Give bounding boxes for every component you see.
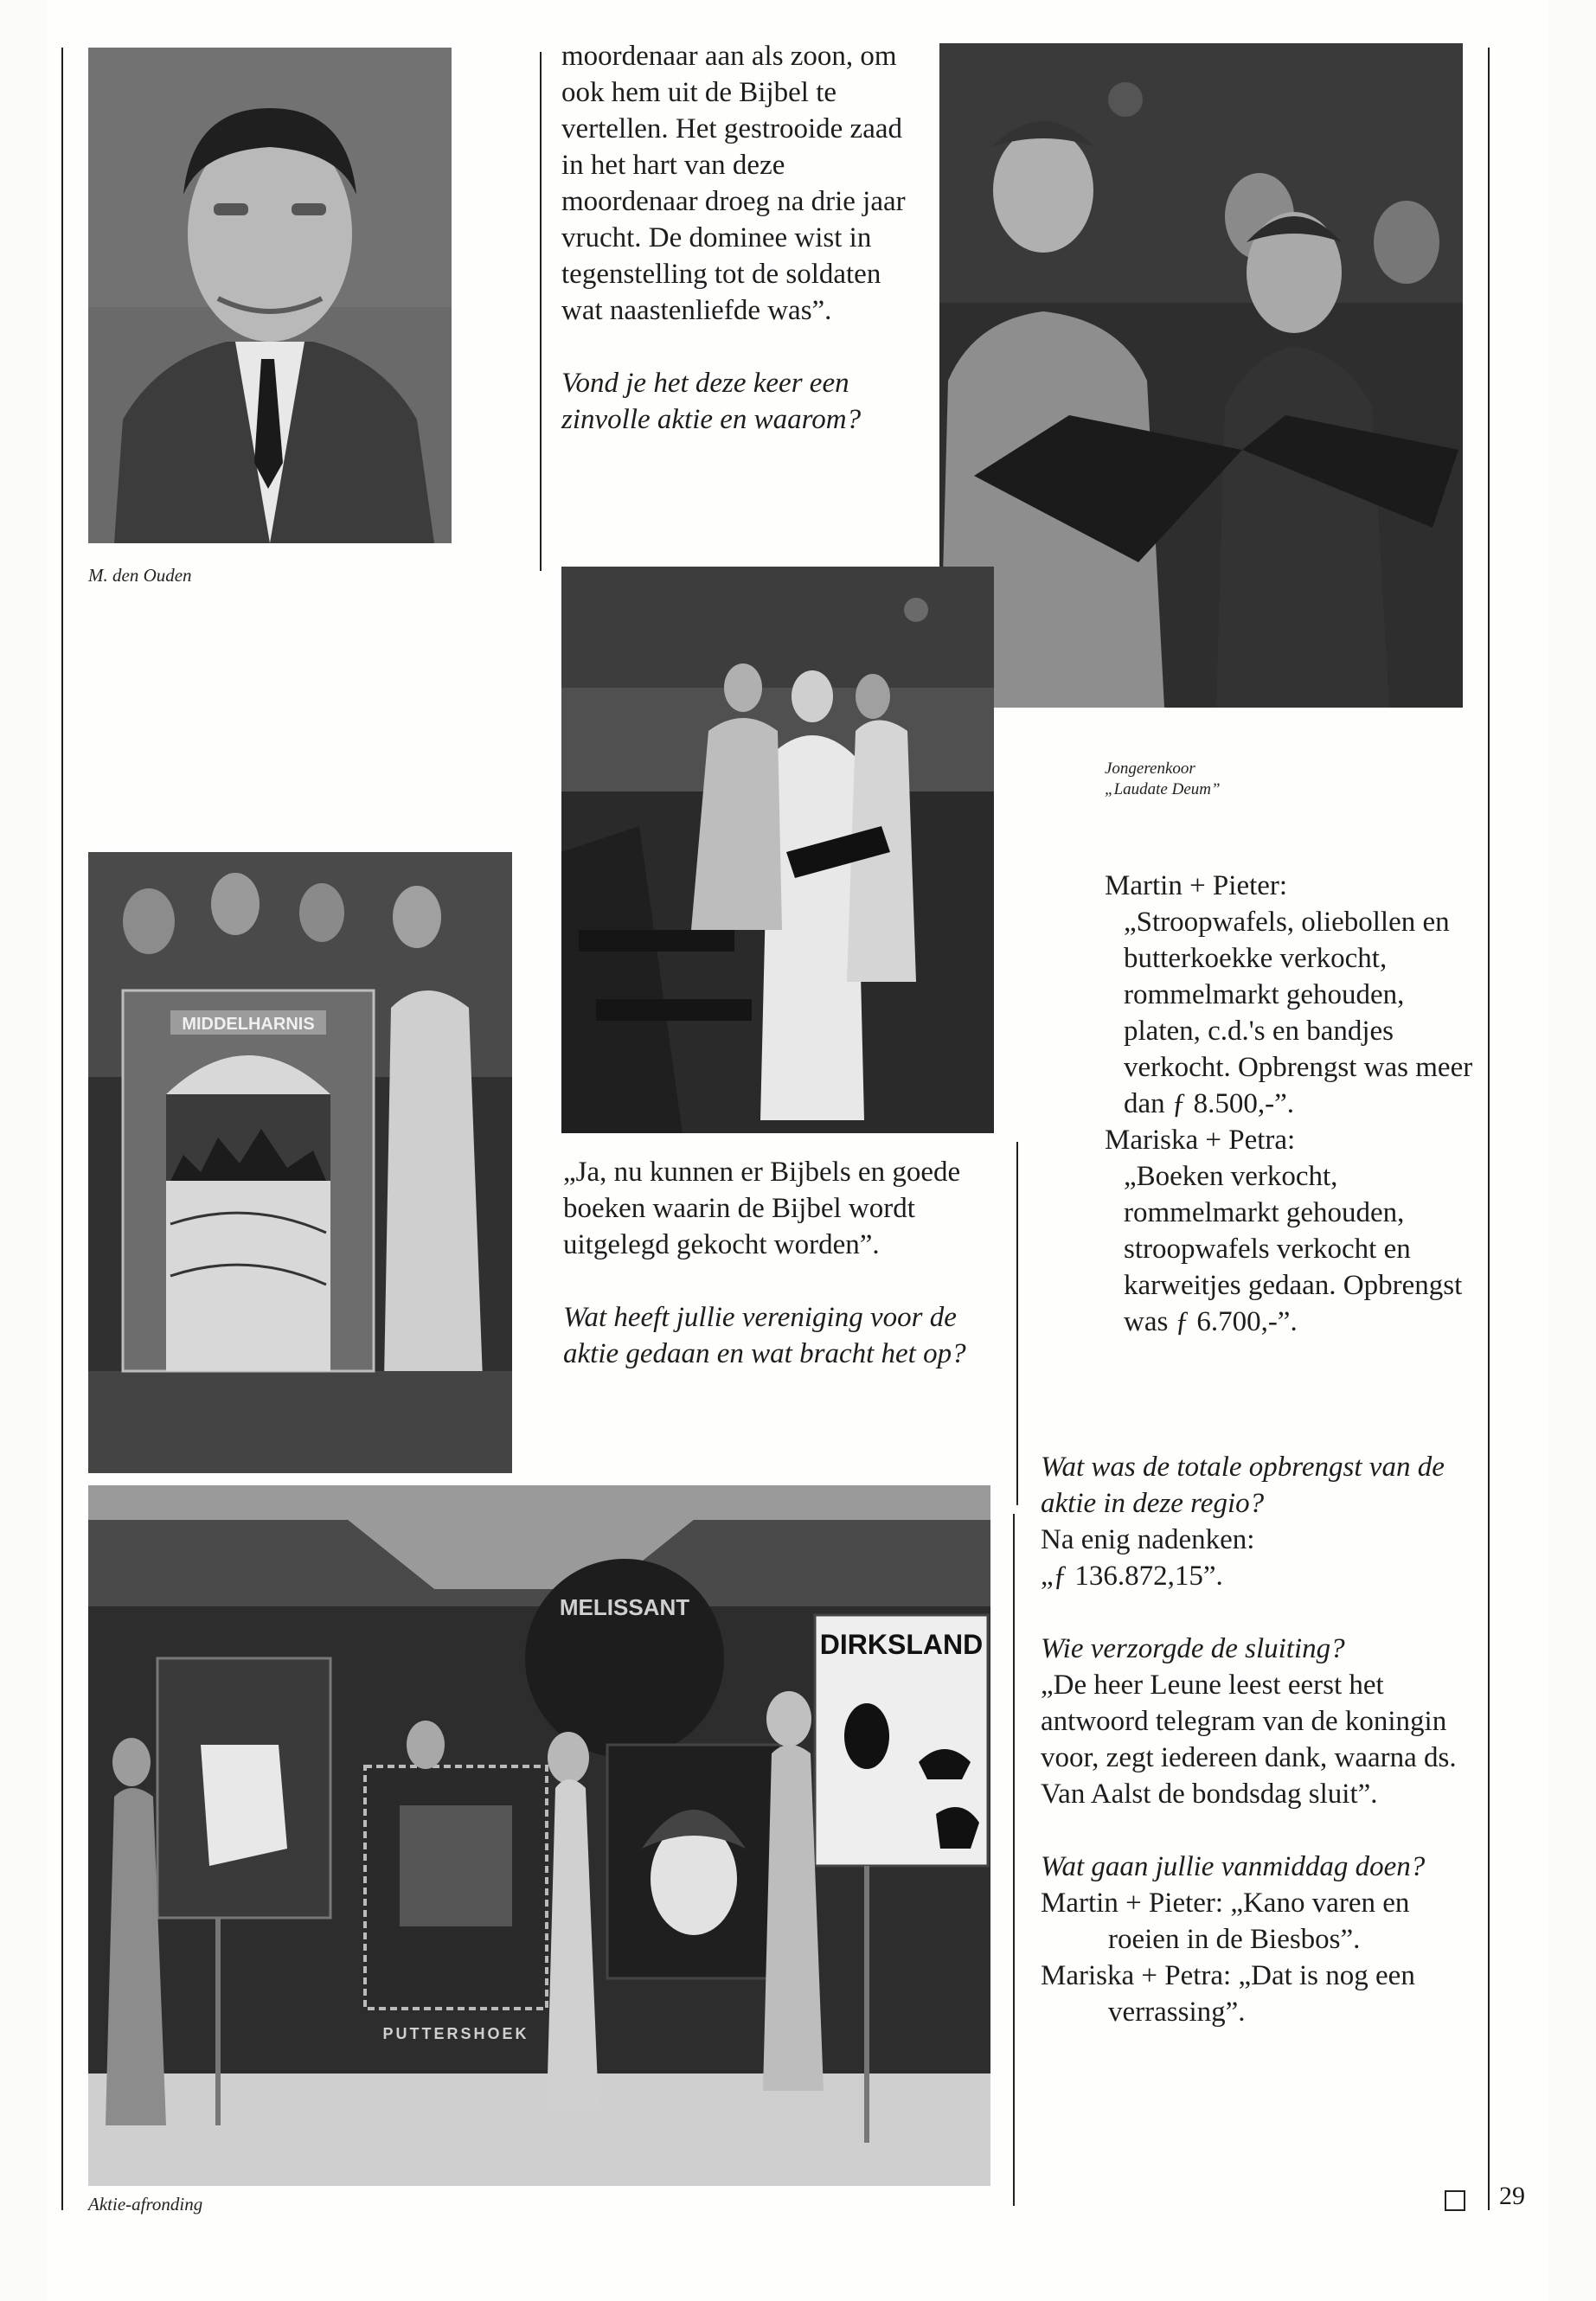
- bottom-photo-caption: Aktie-afronding: [88, 2194, 203, 2214]
- answer-paragraph: „Ja, nu kunnen er Bijbels en goede boeken waarin de Bijbel wordt uitgelegd gekocht worden”.: [563, 1157, 961, 1260]
- speaker-label: Mariska + Petra:: [1105, 1125, 1296, 1156]
- portrait-photo: [88, 48, 452, 543]
- question-paragraph: Vond je het deze keer een zinvolle aktie en waarom?: [561, 368, 862, 435]
- column-rule-2: [1016, 1142, 1018, 1505]
- afternoon-block: [1041, 1849, 1482, 2030]
- melissant-sign-text: MELISSANT: [559, 1594, 690, 1620]
- middelharnis-banner-photo: [88, 852, 512, 1473]
- dirksland-sign-text: DIRKSLAND: [819, 1629, 984, 1660]
- total-block: [1041, 1449, 1482, 1594]
- portrait-caption: M. den Ouden: [88, 565, 192, 586]
- choir-girls-photo: [561, 567, 994, 1133]
- page-number: 29: [1499, 2182, 1525, 2210]
- answer-line: Martin + Pieter: „Kano varen en roeien in de Biesbos”.: [1041, 1888, 1410, 1955]
- speaker-text: „Stroopwafels, oliebollen en butterkoekke verkocht, rommelmarkt gehouden, platen, c.d.'s en bandjes verkocht. Opbrengst was meer dan ƒ 8.500,-”.: [1124, 907, 1473, 1119]
- left-margin-rule: [61, 48, 63, 2210]
- magazine-page: [48, 0, 1548, 2301]
- martin-pieter-answer: [1105, 868, 1477, 1122]
- choir-caption-line2: „Laudate Deum”: [1105, 780, 1221, 798]
- puttershoek-sign-text: PUTTERSHOEK: [382, 2025, 529, 2042]
- right-margin-rule: [1488, 48, 1490, 2210]
- question-paragraph: Wat heeft jullie vereniging voor de aktie gedaan en wat bracht het op?: [563, 1302, 966, 1369]
- column-rule-3: [1013, 1514, 1015, 2206]
- column2-top-text: [561, 38, 925, 438]
- question: Wat was de totale opbrengst van de aktie in deze regio?: [1041, 1452, 1445, 1519]
- answer-line: Mariska + Petra: „Dat is nog een verrassing”.: [1041, 1960, 1415, 2028]
- choir-boys-photo: [939, 43, 1463, 708]
- banners-group-photo: [88, 1485, 990, 2186]
- end-of-article-box: [1445, 2190, 1465, 2211]
- column2-bottom-text: [563, 1154, 996, 1372]
- answer-line: Na enig nadenken:: [1041, 1524, 1255, 1555]
- column3-lower-text: [1041, 1449, 1482, 2030]
- speaker-label: Martin + Pieter:: [1105, 870, 1288, 901]
- column-rule-1: [540, 52, 542, 571]
- middelharnis-sign-text: MIDDELHARNIS: [182, 1015, 315, 1034]
- answer: „De heer Leune leest eerst het antwoord telegram van de koningin voor, zegt iedereen dank, waarna ds. Van Aalst de bondsdag sluit”.: [1041, 1670, 1457, 1810]
- choir-caption-line1: Jongerenkoor: [1105, 760, 1195, 778]
- question: Wat gaan jullie vanmiddag doen?: [1041, 1851, 1426, 1882]
- answer-line: „ƒ 136.872,15”.: [1041, 1561, 1223, 1592]
- mariska-petra-answer: [1105, 1122, 1477, 1340]
- column3-text: [1105, 868, 1477, 1340]
- question: Wie verzorgde de sluiting?: [1041, 1633, 1345, 1664]
- speaker-text: „Boeken verkocht, rommelmarkt gehouden, stroopwafels verkocht en karweitjes gedaan. Opbrengst was ƒ 6.700,-”.: [1124, 1161, 1463, 1337]
- choir-caption: [1105, 759, 1221, 800]
- answer-paragraph: moordenaar aan als zoon, om ook hem uit de Bijbel te vertellen. Het gestrooide zaad in het hart van deze moordenaar droeg na drie jaar vrucht. De dominee wist in tegenstelling tot de soldaten wat naastenliefde was”.: [561, 41, 906, 326]
- closing-block: [1041, 1631, 1482, 1812]
